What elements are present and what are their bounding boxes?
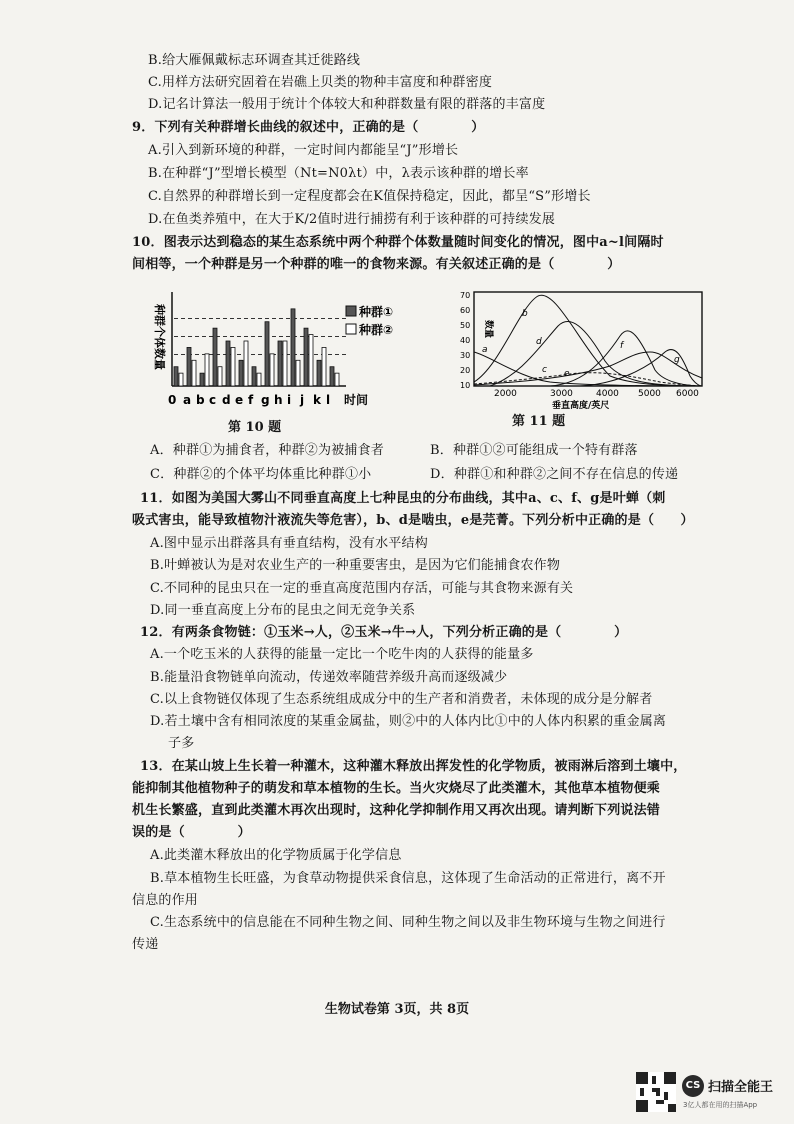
fig10-bar-series2-b	[205, 354, 209, 386]
fig10-bar-series1-d	[226, 341, 230, 386]
q9-option-a: A.引入到新环境的种群，一定时间内都能呈“J”形增长	[148, 143, 459, 158]
fig10-bar-chart	[150, 284, 440, 414]
q12-option-b: B.能量沿食物链单向流动，传递效率随营养级升高而逐级减少	[150, 670, 508, 685]
q13-stem-line2: 能抑制其他植物种子的萌发和草本植物的生长。当火灾烧尽了此类灌木，其他草本植物便乘	[132, 781, 661, 796]
fig11-curve-chart	[460, 286, 712, 416]
fig10-bar-series1-h	[278, 341, 282, 386]
fig10-xtick-d: d	[222, 393, 231, 407]
fig10-bar-series1-b	[200, 373, 204, 386]
fig10-bar-series2-0	[179, 373, 183, 386]
q10-option-b: B．种群①②可能组成一个特有群落	[430, 443, 638, 458]
fig10-xtick-i: i	[287, 393, 292, 407]
fig10-xtick-c: c	[209, 393, 217, 407]
svg-text:4000: 4000	[596, 389, 619, 399]
svg-text:40: 40	[460, 336, 471, 345]
fig10-xtick-l: l	[326, 393, 331, 407]
svg-text:a: a	[482, 345, 488, 355]
svg-text:g: g	[674, 355, 680, 365]
fig10-legend2-label: 种群②	[359, 323, 394, 337]
fig11-xlabel: 垂直高度/英尺	[552, 401, 610, 411]
q12-option-a: A.一个吃玉米的人获得的能量一定比一个吃牛肉的人获得的能量多	[150, 647, 534, 662]
fig10-bar-series1-l	[330, 367, 334, 386]
svg-text:30: 30	[460, 351, 471, 360]
fig10-xtick-k: k	[313, 393, 321, 407]
fig11-curve-labels	[482, 309, 680, 379]
q10-stem-line1: 10．图表示达到稳态的某生态系统中两个种群个体数量随时间变化的情况，图中a~l间隔时	[132, 235, 664, 250]
svg-text:60: 60	[460, 306, 471, 315]
q13-option-a: A.此类灌木释放出的化学物质属于化学信息	[150, 848, 402, 863]
fig10-bar-series2-h	[283, 341, 287, 386]
fig10-legend1-swatch	[346, 306, 356, 316]
fig11-xticks	[494, 389, 699, 399]
fig10-bar-series1-i	[291, 309, 295, 386]
fig10-bar-series1-g	[265, 322, 269, 386]
fig10-bar-series2-e	[244, 341, 248, 386]
q13-stem-line1: 13．在某山坡上生长着一种灌木，这种灌木释放出挥发性的化学物质，被雨淋后溶到土壤中，	[140, 759, 687, 774]
q10-option-c: C．种群②的个体平均体重比种群①小	[150, 467, 372, 482]
svg-text:e: e	[564, 369, 570, 379]
q10-option-d: D．种群①和种群②之间不存在信息的传递	[430, 467, 679, 482]
fig11-curve-g	[580, 349, 702, 386]
q11-option-a: A.图中显示出群落具有垂直结构，没有水平结构	[150, 536, 428, 551]
q13-option-b-line2: 信息的作用	[132, 893, 199, 908]
q8-option-b: B.给大雁佩戴标志环调查其迁徙路线	[148, 53, 361, 68]
svg-text:c: c	[542, 365, 547, 375]
fig10-bar-series2-j	[309, 335, 313, 386]
fig11-caption: 第 11 题	[512, 414, 566, 429]
fig10-bar-series2-g	[270, 354, 274, 386]
fig10-bar-series2-i	[296, 360, 300, 386]
fig10-xtick-e: e	[235, 393, 244, 407]
fig10-bar-series1-c	[213, 328, 217, 386]
q11-option-b: B.叶蝉被认为是对农业生产的一种重要害虫，是因为它们能捕食农作物	[150, 558, 561, 573]
q12-option-d-line1: D.若土壤中含有相同浓度的某重金属盐，则②中的人体内比①中的人体内积累的重金属离	[150, 714, 667, 729]
q8-option-d: D.记名计算法一般用于统计个体较大和种群数量有限的群落的丰富度	[148, 97, 546, 112]
q9-option-b: B.在种群“J”型增长模型（Nt=N0λt）中，λ表示该种群的增长率	[148, 166, 529, 181]
fig10-bar-series2-c	[218, 367, 222, 386]
q12-stem: 12．有两条食物链：①玉米→人，②玉米→牛→人，下列分析正确的是（ ）	[140, 625, 628, 640]
q13-option-c-line1: C.生态系统中的信息能在不同种生物之间、同种生物之间以及非生物环境与生物之间进行	[150, 915, 666, 930]
svg-text:2000: 2000	[494, 389, 517, 399]
fig10-legend2-swatch	[346, 324, 356, 334]
fig10-bar-series2-a	[192, 360, 196, 386]
fig10-xtick-0: 0	[168, 393, 177, 407]
fig11-ylabel-text: 数量	[483, 320, 493, 339]
svg-text:5000: 5000	[638, 389, 661, 399]
fig10-bar-series1-j	[304, 328, 308, 386]
fig10-bar-series2-l	[335, 373, 339, 386]
q9-stem: 9．下列有关种群增长曲线的叙述中，正确的是（ ）	[132, 120, 485, 135]
q13-option-c-line2: 传递	[132, 937, 159, 952]
fig10-xtick-f: f	[248, 393, 254, 407]
page-footer: 生物试卷第 3页，共 8页	[324, 1002, 470, 1017]
fig10-bar-series1-a	[187, 347, 191, 386]
svg-text:d: d	[536, 337, 542, 347]
svg-text:70: 70	[460, 291, 471, 300]
svg-text:b: b	[522, 309, 528, 319]
fig10-bar-series2-d	[231, 347, 235, 386]
svg-text:6000: 6000	[676, 389, 699, 399]
fig10-xtick-j: j	[300, 393, 305, 407]
fig10-bar-series2-f	[257, 373, 261, 386]
q11-option-d: D.同一垂直高度上分布的昆虫之间无竞争关系	[150, 603, 416, 618]
camscanner-name: 扫描全能王	[708, 1080, 774, 1095]
q13-stem-line4: 误的是（ ）	[132, 825, 251, 840]
q13-stem-line3: 机生长繁盛，直到此类灌木再次出现时，这种化学抑制作用又再次出现。请判断下列说法错	[132, 803, 661, 818]
svg-text:50: 50	[460, 321, 471, 330]
fig10-bar-series2-k	[322, 347, 326, 386]
q12-option-c: C.以上食物链仅体现了生态系统组成成分中的生产者和消费者，未体现的成分是分解者	[150, 692, 653, 707]
camscanner-tagline: 3亿人都在用的扫描App	[683, 1101, 758, 1109]
q12-option-d-line2: 子多	[168, 736, 195, 751]
q11-stem-line1: 11．如图为美国大雾山不同垂直高度上七种昆虫的分布曲线，其中a、c、f、g是叶蝉（刺	[140, 491, 666, 506]
fig10-xtick-a: a	[183, 393, 192, 407]
fig10-caption: 第 10 题	[228, 420, 282, 435]
fig10-bar-series1-e	[239, 360, 243, 386]
svg-text:f: f	[620, 341, 624, 351]
q9-option-c: C.自然界的种群增长到一定程度都会在K值保持稳定，因此，都呈“S”形增长	[148, 189, 591, 204]
fig10-xtick-g: g	[261, 393, 270, 407]
fig11-curve-d	[490, 321, 702, 386]
qr-code-icon	[636, 1072, 676, 1112]
fig11-curve-a	[474, 352, 702, 386]
svg-text:20: 20	[460, 366, 471, 375]
q9-option-d: D.在鱼类养殖中，在大于K/2值时进行捕捞有利于该种群的可持续发展	[148, 212, 556, 227]
fig11-yticks	[460, 291, 470, 390]
q13-option-b-line1: B.草本植物生长旺盛，为食草动物提供采食信息，这体现了生命活动的正常进行，离不开	[150, 871, 666, 886]
svg-text:3000: 3000	[550, 389, 573, 399]
fig10-bar-series1-f	[252, 367, 256, 386]
fig10-ylabel: 种群个体数量	[153, 304, 166, 370]
fig10-bar-series1-0	[174, 367, 178, 386]
camscanner-logo: CS	[682, 1075, 704, 1097]
q10-stem-line2: 间相等，一个种群是另一个种群的唯一的食物来源。有关叙述正确的是（ ）	[132, 257, 621, 272]
fig10-xtick-b: b	[196, 393, 205, 407]
q11-stem-line2: 吸式害虫，能导致植物汁液流失等危害），b、d是啮虫，e是芫菁。下列分析中正确的是（ ）	[132, 513, 694, 528]
q11-option-c: C.不同种的昆虫只在一定的垂直高度范围内存活，可能与其食物来源有关	[150, 581, 574, 596]
q10-option-a: A．种群①为捕食者，种群②为被捕食者	[150, 443, 384, 458]
fig10-bar-series1-k	[317, 360, 321, 386]
q8-option-c: C.用样方法研究固着在岩礁上贝类的物种丰富度和种群密度	[148, 75, 493, 90]
fig10-legend1-label: 种群①	[359, 305, 394, 319]
svg-text:10: 10	[460, 381, 471, 390]
fig10-xlabel: 时间	[344, 393, 369, 407]
fig10-xtick-h: h	[274, 393, 283, 407]
